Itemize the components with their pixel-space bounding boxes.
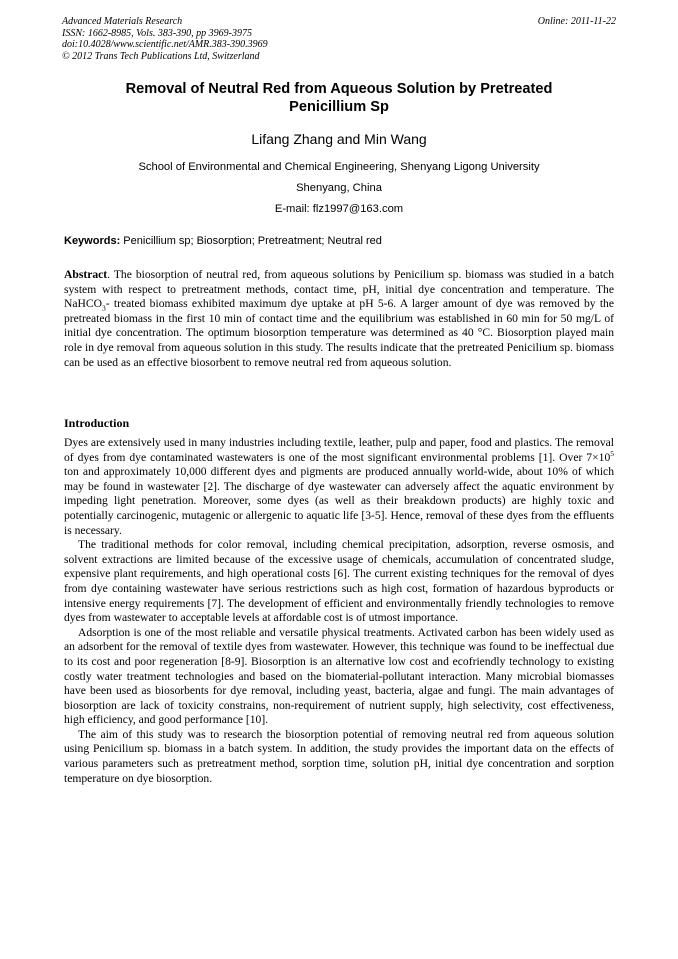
intro-paragraph-2: The traditional methods for color removal, including chemical precipitation, adsorption, reverse osmosis, and solvent extractions are limited because of the excessive usage of chemicals, accumulation of concentrated sludge, expensive plant requirements, and high operational costs [6]. The current existing techniques for the removal of dyes from dye containing wastewater have serious restrictions such as high cost, formation of hazardous byproducts or intensive energy requirements [7]. The development of efficient and environmentally friendly technologies to remove dyes from wastewater to acceptable levels at affordable cost is of utmost importance. — [64, 538, 614, 625]
intro-p1-superscript: 5 — [610, 448, 614, 458]
section-heading-introduction: Introduction — [64, 416, 130, 430]
keywords — [64, 234, 382, 248]
location: Shenyang, China — [296, 182, 382, 194]
online-date: Online: 2011-11-22 — [537, 16, 616, 27]
keywords-label: Keywords: — [64, 235, 121, 247]
affiliation: School of Environmental and Chemical Engineering, Shenyang Ligong University — [138, 161, 540, 173]
title-line-1: Removal of Neutral Red from Aqueous Solution by Pretreated — [125, 81, 553, 97]
affiliation-block — [62, 157, 616, 220]
abstract-text-a: . The biosorption of neutral red, from aqueous solutions by Penicilium sp. biomass was studied in a batch system with respect to pretreatment methods, contact time, pH, initial dye concentration and temperature. The NaHCO — [64, 268, 614, 311]
intro-p1-text-a: Dyes are extensively used in many industries including textile, leather, pulp and paper, food and plastics. The removal of dyes from dye contaminated wastewaters is one of the most significant environmental problems [1]. Over 7×10 — [64, 436, 614, 464]
abstract — [64, 268, 614, 370]
introduction-body — [64, 436, 614, 786]
doi-line: doi:10.4028/www.scientific.net/AMR.383-390.3969 — [62, 39, 268, 51]
issn-line: ISSN: 1662-8985, Vols. 383-390, pp 3969-3975 — [62, 27, 252, 39]
abstract-text-b: - treated biomass exhibited maximum dye uptake at pH 5-6. A larger amount of dye was removed by the pretreated biomass in the first 10 min of contact time and the equilibrium was established in 60 min for 50 mg/L of initial dye concentration. The optimum biosorption temperature was determined as 40 °C. Biosorption played main role in dye removal from aqueous solution in this study. The results indicate that the pretreated Penicilium sp. biomass can be used as an effective biosorbent to remove neutral red from aqueous solution. — [64, 297, 614, 369]
abstract-label: Abstract — [64, 268, 108, 281]
intro-paragraph-3: Adsorption is one of the most reliable and versatile physical treatments. Activated carbon has been widely used as an adsorbent for the removal of textile dyes from wastewater. However, this technique was found to be ineffectual due to its cost and poor regeneration [8-9]. Biosorption is an alternative low cost and ecofriendly technology to existing costly water treatment technologies and based on the biomaterial-pollutant interaction. Many microbial biomasses have been used as biosorbents for dye removal, including yeast, bacteria, algae and fungi. The main advantages of biosorption are lack of toxicity constrains, non-requirement of nutrient supply, high selectivity, cost effectiveness, high efficiency, and good performance [10]. — [64, 625, 614, 727]
title-line-2: Penicillium Sp — [289, 99, 389, 115]
journal-name: Advanced Materials Research — [62, 16, 183, 27]
intro-p1-text-b: ton and approximately 10,000 different dyes and pigments are produced annually world-wide, about 10% of which may be found in wastewater [2]. The discharge of dye wastewater can adversely affect the aquatic environment by impeding light penetration. Moreover, some dyes (as well as their breakdown products) are highly toxic and potentially carcinogenic, mutagenic or allergenic to aquatic life [3-5]. Hence, removal of these dyes from the effluents is necessary. — [64, 465, 614, 537]
copyright-line: © 2012 Trans Tech Publications Ltd, Switzerland — [62, 50, 260, 62]
paper-title — [62, 80, 616, 116]
abstract-subscript: 3 — [102, 303, 106, 313]
authors: Lifang Zhang and Min Wang — [251, 131, 427, 147]
intro-paragraph-1 — [64, 436, 614, 538]
keywords-list: Penicillium sp; Biosorption; Pretreatment; Neutral red — [120, 235, 382, 247]
journal-header — [62, 16, 268, 62]
email: E-mail: flz1997@163.com — [274, 203, 404, 215]
intro-paragraph-4: The aim of this study was to research the biosorption potential of removing neutral red from aqueous solution using Penicilium sp. biomass in a batch system. In addition, the study provides the important data on the effects of various parameters such as pretreatment method, sorption time, solution pH, initial dye concentration and sorption temperature on dye biosorption. — [64, 727, 614, 785]
